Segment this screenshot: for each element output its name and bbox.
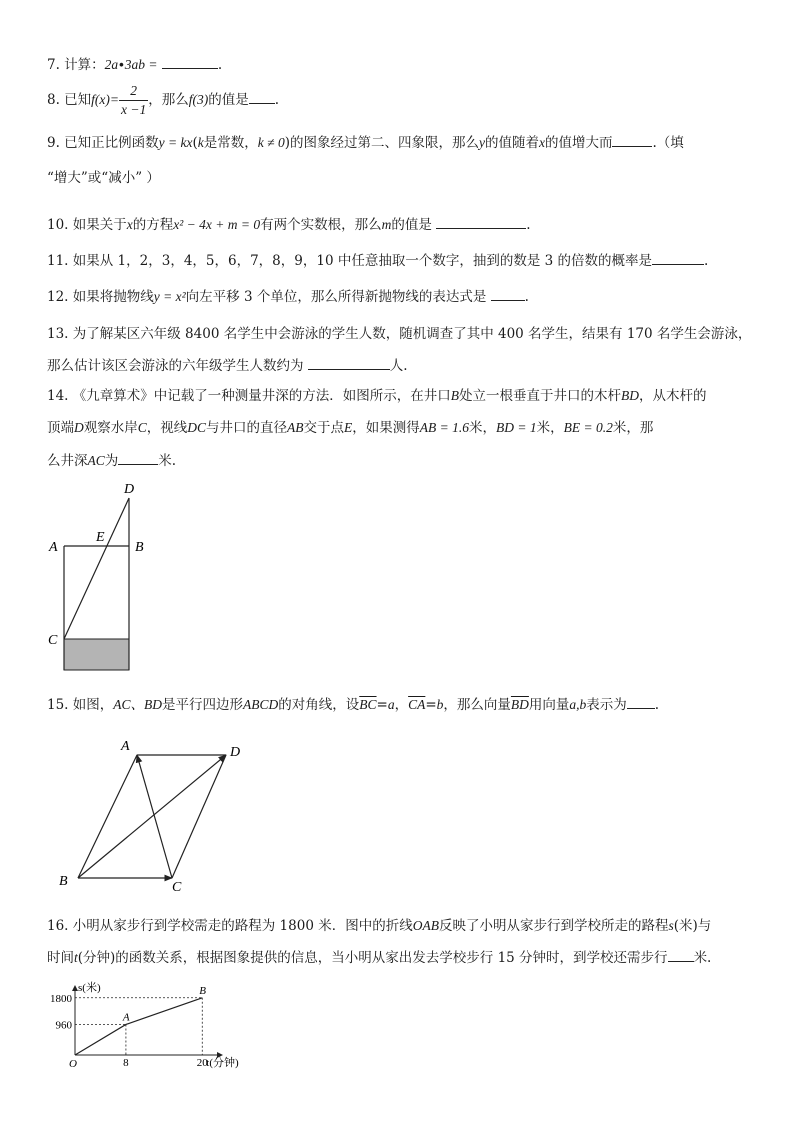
q14-text-f: ，视线 — [146, 420, 188, 436]
q9-k: k — [197, 135, 204, 150]
q9-paren: ( — [192, 135, 198, 151]
q14-bd-value: BD = 1 — [496, 420, 537, 435]
water-area — [64, 639, 129, 670]
parallelogram-diagram — [50, 732, 260, 897]
q10-text: 10. 如果关于 — [47, 217, 127, 233]
point-label-b: B — [199, 984, 207, 997]
q15-vector-a: a — [387, 697, 395, 712]
q7-end: . — [217, 57, 223, 73]
q14-unit-3: 米，那 — [612, 420, 654, 436]
vector-bd — [78, 755, 226, 878]
q15-text-c: 的对角线，设 — [278, 697, 360, 713]
q14-text-c: ，从木杆的 — [639, 388, 707, 404]
q8-f3: f(3) — [188, 92, 209, 107]
label-c: C — [48, 633, 58, 648]
q14-unit-2: 米， — [536, 420, 564, 436]
q7-expr2: 3ab = — [124, 57, 158, 72]
side-ab — [78, 755, 137, 878]
chart-marks — [50, 985, 208, 1070]
q15-vector-ca: $\overline{CA}$ — [408, 697, 426, 712]
question-14-line-2 — [47, 418, 757, 438]
q12-end: . — [524, 289, 529, 305]
question-7 — [47, 54, 757, 75]
q9-hint: “增大”或“减小” ） — [47, 170, 160, 186]
q15-end: . — [654, 697, 660, 713]
q13-text: 13. 为了解某区六年级 8400 名学生中会游泳的学生人数，随机调查了其中 400 名学生，结果有 170 名学生会游泳， — [47, 326, 752, 342]
answer-blank[interactable] — [308, 355, 390, 370]
q9-cond: k ≠ 0 — [257, 135, 285, 150]
question-10 — [47, 214, 757, 235]
q9-text-e: 的值随着 — [484, 135, 539, 151]
q14-ac: AC — [87, 453, 105, 468]
q16-t: t — [74, 950, 78, 965]
q15-eq-2: = — [425, 697, 437, 713]
q13-text-b: 那么估计该区会游泳的六年级学生人数约为 — [47, 358, 304, 374]
answer-blank[interactable] — [652, 250, 704, 265]
y-tick-label: 1800 — [50, 992, 72, 1005]
question-13-line-2 — [47, 355, 757, 376]
q15-vector-bc: $\overline{BC}$ — [359, 697, 377, 712]
question-15 — [47, 694, 757, 715]
well-diagram — [40, 478, 160, 678]
q15-text: 15. 如图， — [47, 697, 114, 713]
q8-text: 8. 已知 — [47, 92, 92, 108]
q14-dc: DC — [187, 420, 207, 435]
q15-vectors-ab: a,b — [569, 697, 587, 712]
q8-fx: f(x)= — [91, 92, 120, 107]
question-16-line-1 — [47, 916, 757, 936]
point-label-a: A — [122, 1011, 130, 1024]
side-dc — [172, 755, 226, 878]
label-b: B — [59, 874, 68, 889]
q9-text: 9. 已知正比例函数 — [47, 135, 159, 151]
q14-unit-1: 米， — [469, 420, 497, 436]
q14-text-l: 米. — [158, 453, 177, 469]
q15-vector-b: b — [436, 697, 444, 712]
q15-text-i: 表示为 — [586, 697, 627, 713]
q14-text-b: 处立一根垂直于井口的木杆 — [459, 388, 622, 404]
q7-text: 7. 计算： — [47, 57, 105, 73]
q14-text-g: 与井口的直径 — [206, 420, 288, 436]
label-b: B — [135, 540, 144, 555]
question-14-line-1 — [47, 386, 757, 406]
q15-comma: ， — [394, 697, 409, 713]
distance-time-chart — [40, 980, 240, 1070]
q9-text-f: 的值增大而 — [544, 135, 613, 151]
q9-text-c: 是常数， — [203, 135, 258, 151]
q9-func: y = kx — [158, 135, 193, 150]
q14-text-k: 为 — [104, 453, 119, 469]
q7-expr: 2a — [104, 57, 119, 72]
q15-text-h: 用向量 — [528, 697, 570, 713]
question-11 — [47, 250, 757, 271]
question-9-line-1 — [47, 132, 757, 153]
answer-blank[interactable] — [118, 450, 158, 465]
q10-text-b: 的方程 — [132, 217, 174, 233]
q14-text: 14. 《九章算术》中记载了一种测量井深的方法．如图所示，在井口 — [47, 388, 451, 404]
q15-abcd: ABCD — [243, 697, 279, 712]
label-a: A — [121, 739, 130, 754]
answer-blank[interactable] — [436, 214, 526, 229]
question-16-line-2 — [47, 947, 757, 968]
x-axis-label: t(分钟) — [206, 1057, 239, 1069]
label-a: A — [49, 540, 58, 555]
answer-blank[interactable] — [162, 54, 218, 69]
q16-s: s — [668, 918, 674, 933]
question-13-line-1 — [47, 324, 757, 344]
q15-text-g: ，那么向量 — [443, 697, 511, 713]
q16-text-c: (米)与 — [673, 918, 712, 934]
q8-numerator: 2 — [119, 82, 148, 101]
y-axis-label: s(米) — [78, 982, 101, 994]
q14-be-value: BE = 0.2 — [563, 420, 613, 435]
q14-text-d: 顶端 — [47, 420, 74, 436]
q8-text-b: ，那么 — [148, 92, 189, 108]
question-12 — [47, 286, 757, 307]
sight-line-dc — [64, 498, 129, 639]
q9-x: x — [538, 135, 545, 150]
answer-blank[interactable] — [668, 947, 694, 962]
q16-text-d: 时间 — [47, 950, 74, 966]
q16-text-b: 反映了小明从家步行到学校所走的路程 — [438, 918, 669, 934]
x-tick-label: 20 — [196, 1057, 208, 1069]
q16-text-f: 米. — [693, 950, 712, 966]
q7-glyph: ∙ — [118, 57, 125, 73]
q14-e: E — [344, 420, 353, 435]
q14-text-h: 交于点 — [303, 420, 345, 436]
q14-bd: BD — [621, 388, 640, 403]
q9-y: y — [478, 135, 485, 150]
q8-text-c: 的值是 — [208, 92, 249, 108]
answer-blank[interactable] — [491, 286, 525, 301]
q14-text-i: ，如果测得 — [352, 420, 420, 436]
question-14-line-3 — [47, 450, 757, 471]
q14-text-e: 观察水岸 — [83, 420, 138, 436]
q15-text-b: 是平行四边形 — [162, 697, 244, 713]
point-label-o: O — [69, 1058, 77, 1070]
question-8 — [47, 82, 757, 119]
answer-blank[interactable] — [627, 694, 655, 709]
q14-text-j: 么井深 — [47, 453, 88, 469]
q10-x: x — [126, 217, 133, 232]
x-tick-label: 8 — [123, 1057, 129, 1069]
question-9-line-2 — [47, 168, 757, 188]
series-line-oab — [75, 998, 202, 1055]
q11-end: . — [704, 253, 709, 269]
q12-text-b: 向左平移 3 个单位，那么所得新抛物线的表达式是 — [185, 289, 487, 305]
q9-text-d: )的图象经过第二、四象限，那么 — [284, 135, 479, 151]
q14-b: B — [450, 388, 460, 403]
q16-text-e: (分钟)的函数关系，根据图象提供的信息，当小明从家出发去学校步行 15 分钟时，到学校还需步行 — [77, 950, 668, 966]
q14-ab-value: AB = 1.6 — [419, 420, 470, 435]
q11-text: 11. 如果从 1，2，3，4，5，6，7，8，9，10 中任意抽取一个数字，抽到的数是 3 的倍数的概率是 — [47, 253, 652, 269]
q10-equation: x² − 4x + m = 0 — [173, 217, 261, 232]
q16-text: 16. 小明从家步行到学校需走的路程为 1800 米．图中的折线 — [47, 918, 413, 934]
q14-d: D — [74, 420, 84, 435]
answer-blank[interactable] — [612, 132, 652, 147]
label-d: D — [230, 745, 241, 760]
q8-denominator: x −1 — [121, 102, 147, 117]
q9-text-g: .（填 — [652, 135, 684, 151]
label-d: D — [124, 482, 135, 497]
q14-ab: AB — [287, 420, 304, 435]
label-e: E — [96, 530, 105, 545]
q10-text-d: 的值是 — [391, 217, 432, 233]
q15-ac-bd: AC、BD — [113, 697, 163, 712]
label-c: C — [172, 880, 182, 895]
q15-eq-1: = — [376, 697, 388, 713]
q14-c: C — [137, 420, 147, 435]
q15-vector-bd: $\overline{BD}$ — [510, 697, 529, 712]
q8-end: . — [274, 92, 280, 108]
vector-ca — [137, 755, 172, 878]
q10-text-c: 有两个实数根，那么 — [260, 217, 382, 233]
answer-blank[interactable] — [249, 89, 275, 104]
y-tick-label: 960 — [55, 1019, 72, 1032]
q10-end: . — [526, 217, 531, 233]
q16-oab: OAB — [412, 918, 439, 933]
q10-m: m — [381, 217, 392, 232]
q13-text-c: 人. — [389, 358, 408, 374]
q12-equation: y = x² — [153, 289, 186, 304]
q8-fraction — [119, 82, 148, 119]
chart-axes — [72, 980, 239, 1069]
q12-text: 12. 如果将抛物线 — [47, 289, 154, 305]
